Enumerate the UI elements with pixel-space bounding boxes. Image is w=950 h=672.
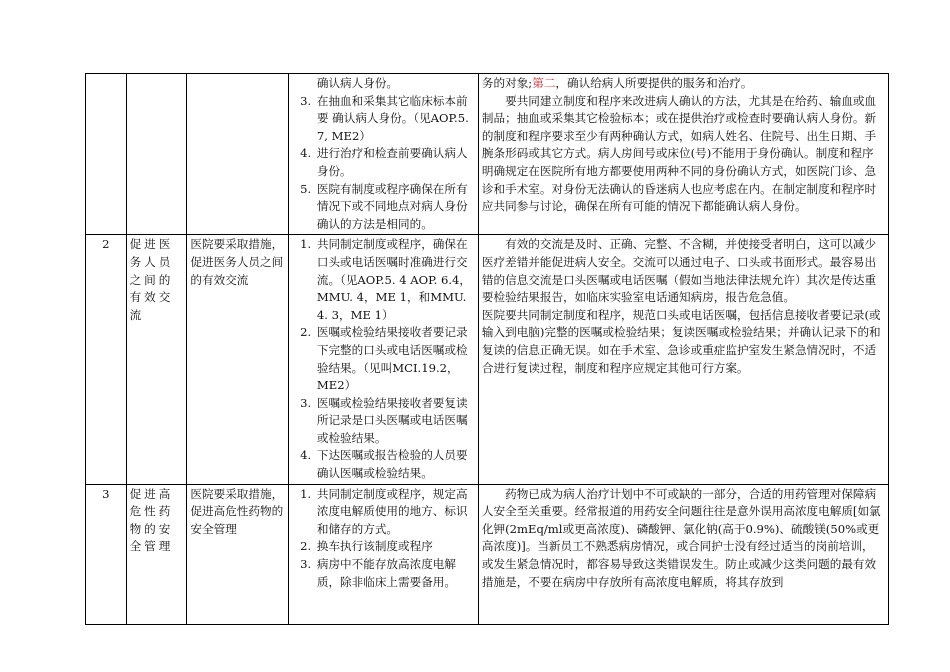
requirement-item: 1. 共同制定制度或程序，规定高浓度电解质使用的地方、标识和储存的方式。 — [315, 486, 475, 539]
safety-goals-table — [85, 73, 889, 625]
row-number-cell — [86, 74, 127, 235]
requirement-item: 2. 换车执行该制度或程序 — [315, 538, 475, 556]
explanation-paragraph — [482, 75, 885, 93]
requirement-item-continued: 确认病人身份。 — [316, 76, 399, 90]
requirement-item: 4. 进行治疗和检查前要确认病人身份。 — [315, 145, 475, 180]
explanation-cell — [478, 74, 888, 235]
requirements-cell — [288, 74, 478, 235]
topic-cell: 促进医务人员之间的有效交流 — [126, 235, 187, 484]
requirement-item: 2. 医嘱或检验结果接收者要记录下完整的口头或电话医嘱或检验结果。（见叫MCI.19.2，ME2） — [315, 324, 475, 394]
explanation-cell — [478, 484, 888, 624]
requirement-item: 5. 医院有制度或程序确保在所有情况下或不同地点对病人身份确认的方法是相同的。 — [315, 181, 475, 234]
table-row — [86, 74, 889, 235]
requirements-cell — [288, 235, 478, 484]
requirements-list — [292, 93, 475, 234]
explanation-paragraph: 药物已成为病人治疗计划中不可或缺的一部分，合适的用药管理对保障病人安全至关重要。经常报道的用药安全问题往往是意外误用高浓度电解质[如氯化钾(2mEq/ml或更高浓度)、磷酸钾、氯化钠(高于0.9%)、硫酸镁(50%或更高浓度)]。当新员工不熟悉病房情况，或合同护士没有经过适当的岗前培训，或发生紧急情况时，都容易导致这类错误发生。防止或减少这类问题的最有效措施是，不要在病房中存放所有高浓度电解质，将其存放到 — [481, 486, 881, 589]
requirement-item: 3. 医嘱或检验结果接收者要复读所记录是口头医嘱或电话医嘱或检验结果。 — [315, 395, 475, 448]
table-row — [86, 484, 889, 624]
explanation-text: 务的对象; — [481, 76, 533, 90]
requirement-item: 4. 下达医嘱或报告检验的人员要确认医嘱或检验结果。 — [315, 447, 475, 482]
row-number-cell: 2 — [86, 235, 127, 484]
requirements-list — [292, 236, 475, 482]
requirements-cell — [288, 484, 478, 624]
explanation-paragraph: 要共同建立制度和程序来改进病人确认的方法，尤其是在给药、输血或血制品；抽血或采集其它检验标本；或在提供治疗或检查时要确认病人身份。新的制度和程序要求至少有两种确认方式，如病人姓名、住院号、出生日期、手腕条形码或其它方式。病人房间号或床位(号)不能用于身份确认。制度和程序明确规定在医院所有地方都要使用两种不同的身份确认方式，如医院门诊、急诊和手术室。对身份无法确认的昏迷病人也应考虑在内。在制定制度和程序时应共同参与讨论，确保在所有可能的情况下都能确认病人身份。 — [481, 93, 877, 214]
requirements-list — [292, 486, 475, 592]
goal-cell: 医院要采取措施，促进高危性药物的安全管理 — [187, 484, 288, 624]
requirement-item: 3. 在抽血和采集其它临床标本前要 确认病人身份。（见AOP.5. 7, ME2） — [315, 93, 475, 146]
highlight-text: 第二 — [532, 76, 556, 90]
row-number-cell: 3 — [86, 484, 127, 624]
requirement-item: 1. 共同制定制度或程序，确保在口头或电话医嘱时准确进行交流。（见AOP.5. 4 AOP. 6.4，MMU. 4，ME 1，和MMU. 4. 3，ME 1） — [315, 236, 475, 324]
explanation-paragraph: 医院要共同制定制度和程序，规范口头或电话医嘱，包括信息接收者要记录(或输入到电脑)完整的医嘱或检验结果；复读医嘱或检验结果；并确认记录下的和复读的信息正确无误。如在手术室、急诊或重症监护室发生紧急情况时，不适合进行复读过程，制度和程序应规定其他可行方案。 — [481, 307, 881, 375]
goal-cell: 医院要采取措施，促进医务人员之间的有效交流 — [187, 235, 288, 484]
table-row — [86, 235, 889, 484]
explanation-paragraph: 有效的交流是及时、正确、完整、不含糊，并使接受者明白，这可以减少医疗差错并能促进病人安全。交流可以通过电子、口头或书面形式。最容易出错的信息交流是口头医嘱或电话医嘱（假如当地法律法规允许）其次是传达重要检验结果报告，如临床实验室电话通知病房，报告危急值。 — [481, 237, 877, 305]
requirement-item: 3. 病房中不能存放高浓度电解质，除非临床上需要备用。 — [315, 556, 475, 591]
explanation-cell — [478, 235, 888, 484]
explanation-text: ，确认给病人所要提供的服务和治疗。 — [555, 76, 753, 90]
topic-cell — [126, 74, 187, 235]
goal-cell — [187, 74, 288, 235]
topic-cell: 促进高危性药物的安全管理 — [126, 484, 187, 624]
